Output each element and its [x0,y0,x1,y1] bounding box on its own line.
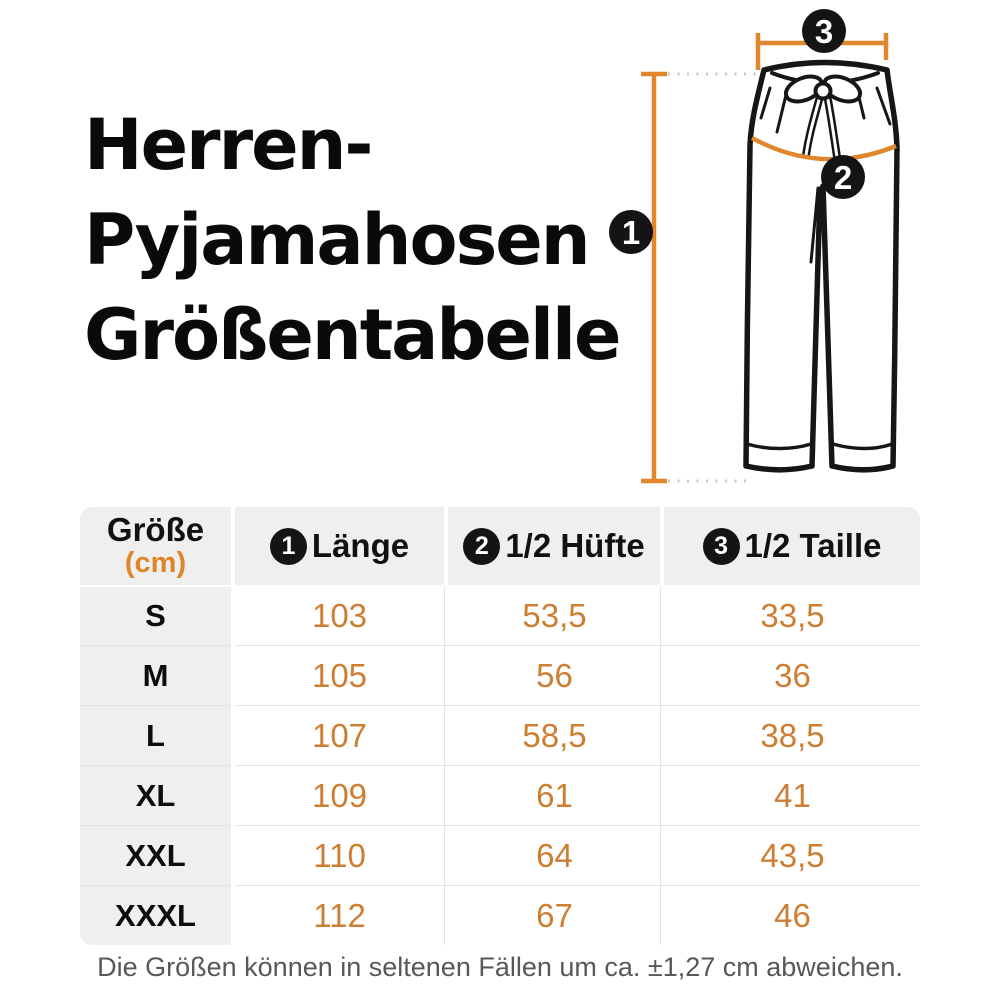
svg-text:2: 2 [833,159,853,196]
header-laenge-label: Länge [311,527,410,564]
size-cell-s: S [80,585,231,645]
value-cell: 58,5 [444,705,660,765]
value-cell: 107 [235,705,444,765]
value-cell: 53,5 [444,585,660,645]
circled-3-icon: 3 [703,528,740,565]
value-cell: 110 [235,825,444,885]
value-cell: 56 [444,645,660,705]
value-cell: 36 [660,645,920,705]
size-cell-xl: XL [80,765,231,825]
pants-outline [746,63,897,470]
circled-2-icon: 2 [463,528,500,565]
header-laenge [235,507,444,585]
length-measure-line [641,74,667,481]
size-table [80,507,920,945]
value-cell: 67 [444,885,660,945]
value-cell: 112 [235,885,444,945]
page-title-line1: Herren- [84,104,372,186]
header-huefte [448,507,660,585]
header-size-label: Größe [106,511,205,549]
size-cell-xxl: XXL [80,825,231,885]
marker-1-icon [609,210,653,254]
header-huefte-label: 1/2 Hüfte [505,527,645,564]
tolerance-note: Die Größen können in seltenen Fällen um ca. ±1,27 cm abweichen. [97,952,903,982]
circled-1-icon: 1 [270,528,307,565]
value-cell: 105 [235,645,444,705]
value-cell: 109 [235,765,444,825]
svg-text:3: 3 [814,13,834,50]
marker-3-icon [802,9,846,53]
value-cell: 43,5 [660,825,920,885]
marker-2-icon [821,155,865,199]
value-cell: 103 [235,585,444,645]
svg-text:1: 1 [621,214,641,251]
page-title-line2: Pyjamahosen [84,199,589,281]
header-taille-label: 1/2 Taille [744,527,882,564]
size-cell-l: L [80,705,231,765]
size-cell-m: M [80,645,231,705]
pants-illustration [600,0,1000,505]
value-cell: 46 [660,885,920,945]
header-taille [664,507,920,585]
header-size-unit: (cm) [124,547,187,580]
value-cell: 33,5 [660,585,920,645]
value-cell: 41 [660,765,920,825]
header-size [80,507,231,585]
value-cell: 61 [444,765,660,825]
page-title-line3: Größentabelle [84,294,620,376]
size-cell-xxxl: XXXL [80,885,231,945]
page-title [84,98,619,383]
value-cell: 64 [444,825,660,885]
value-cell: 38,5 [660,705,920,765]
